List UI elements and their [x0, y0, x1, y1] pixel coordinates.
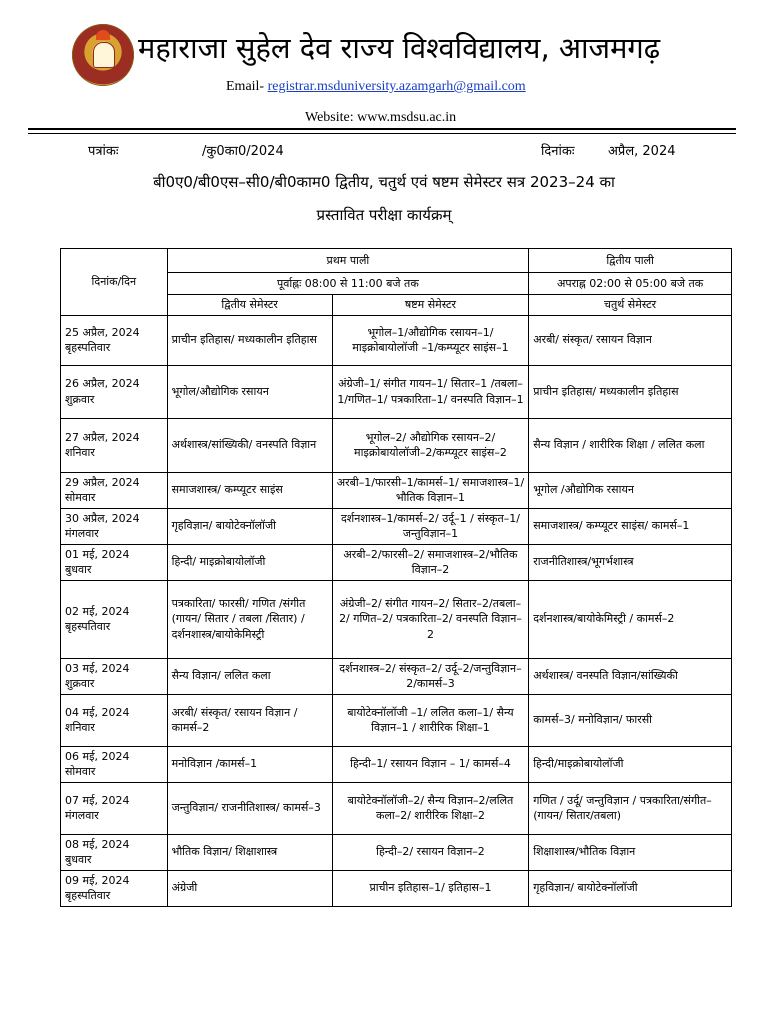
exam-day: मंगलवार: [65, 809, 99, 822]
sem2-subject-cell: जन्तुविज्ञान/ राजनीतिशास्त्र/ कामर्स–3: [167, 782, 332, 834]
table-row: [61, 834, 732, 870]
sem2-subject-cell: हिन्दी/ माइक्रोबायोलॉजी: [167, 544, 332, 580]
sem4-subject-cell: अरबी/ संस्कृत/ रसायन विज्ञान: [529, 315, 732, 365]
table-row: [61, 472, 732, 508]
header-date-day: दिनांक/दिन: [61, 249, 168, 316]
table-row: [61, 746, 732, 782]
exam-day: शुक्रवार: [65, 677, 95, 690]
sem2-subject-cell: अंग्रेजी: [167, 870, 332, 906]
sem6-subject-cell: दर्शनशास्त्र–2/ संस्कृत–2/ उर्दू–2/जन्तुविज्ञान–2/कामर्स–3: [332, 658, 528, 694]
university-name: महाराजा सुहेल देव राज्य विश्वविद्यालय, आजमगढ़: [138, 31, 661, 65]
exam-day: शुक्रवार: [65, 392, 95, 406]
exam-date: 26 अप्रैल, 2024: [65, 377, 140, 390]
table-row: [61, 580, 732, 658]
table-row: [61, 694, 732, 746]
date-day-cell: [61, 870, 168, 906]
header-second-shift-time: अपराह्न 02:00 से 05:00 बजे तक: [529, 273, 732, 295]
sem4-subject-cell: गृहविज्ञान/ बायोटेक्नॉलॉजी: [529, 870, 732, 906]
ref-number: /कु0का0/2024: [202, 144, 284, 159]
sem6-subject-cell: अरबी–2/फारसी–2/ समाजशास्त्र–2/भौतिक विज्ञान–2: [332, 544, 528, 580]
email-link[interactable]: registrar.msduniversity.azamgarh@gmail.com: [267, 79, 526, 94]
exam-day: शनिवार: [65, 721, 95, 734]
email-line: [226, 79, 526, 95]
sem4-subject-cell: गणित / उर्दू/ जन्तुविज्ञान / पत्रकारिता/संगीत– (गायन/ सितार/तबला): [529, 782, 732, 834]
sem6-subject-cell: अंग्रेजी–2/ संगीत गायन–2/ सितार–2/तबला–2/ गणित–2/ पत्रकारिता–2/ वनस्पति विज्ञान–2: [332, 580, 528, 658]
sem4-subject-cell: शिक्षाशास्त्र/भौतिक विज्ञान: [529, 834, 732, 870]
header-divider-thin: [28, 133, 736, 134]
table-row: [61, 870, 732, 906]
exam-date: 30 अप्रैल, 2024: [65, 511, 140, 525]
sem2-subject-cell: भौतिक विज्ञान/ शिक्षाशास्त्र: [167, 834, 332, 870]
document-title-line1: बी0ए0/बी0एस–सी0/बी0काम0 द्वितीय, चतुर्थ एवं षष्टम सेमेस्टर सत्र 2023–24 का: [153, 173, 615, 191]
exam-date: 08 मई, 2024: [65, 837, 130, 851]
exam-schedule-table: [60, 248, 732, 907]
sem6-subject-cell: भूगोल–1/औद्योगिक रसायन–1/ माइक्रोबायोलॉजी –1/कम्प्यूटर साइंस–1: [332, 315, 528, 365]
website-line: Website: www.msdsu.ac.in: [305, 110, 457, 125]
date-day-cell: [61, 418, 168, 472]
sem2-subject-cell: भूगोल/औद्योगिक रसायन: [167, 365, 332, 418]
exam-date: 09 मई, 2024: [65, 873, 130, 887]
exam-day: बुधवार: [65, 853, 92, 866]
sem2-subject-cell: समाजशास्त्र/ कम्प्यूटर साइंस: [167, 472, 332, 508]
sem2-subject-cell: प्राचीन इतिहास/ मध्यकालीन इतिहास: [167, 315, 332, 365]
exam-day: बृहस्पतिवार: [65, 620, 111, 633]
exam-date: 03 मई, 2024: [65, 661, 130, 675]
seal-book-emblem: [93, 42, 115, 68]
sem6-subject-cell: भूगोल–2/ औद्योगिक रसायन–2/ माइक्रोबायोलॉजी–2/कम्प्यूटर साइंस–2: [332, 418, 528, 472]
date-day-cell: [61, 746, 168, 782]
sem4-subject-cell: दर्शनशास्त्र/बायोकेमिस्ट्री / कामर्स–2: [529, 580, 732, 658]
sem2-subject-cell: पत्रकारिता/ फारसी/ गणित /संगीत (गायन/ सितार / तबला /सितार) / दर्शनशास्त्र/बायोकेमिस्ट्री: [167, 580, 332, 658]
exam-date: 01 मई, 2024: [65, 547, 130, 561]
sem6-subject-cell: अरबी–1/फारसी–1/कामर्स–1/ समाजशास्त्र–1/ भौतिक विज्ञान–1: [332, 472, 528, 508]
date-day-cell: [61, 315, 168, 365]
sem4-subject-cell: कामर्स–3/ मनोविज्ञान/ फारसी: [529, 694, 732, 746]
table-row: [61, 658, 732, 694]
sem6-subject-cell: दर्शनशास्त्र–1/कामर्स–2/ उर्दू–1 / संस्कृत–1/जन्तुविज्ञान–1: [332, 508, 528, 544]
date-day-cell: [61, 694, 168, 746]
exam-day: सोमवार: [65, 491, 96, 504]
table-row: [61, 782, 732, 834]
sem6-subject-cell: प्राचीन इतिहास–1/ इतिहास–1: [332, 870, 528, 906]
sem4-subject-cell: समाजशास्त्र/ कम्प्यूटर साइंस/ कामर्स–1: [529, 508, 732, 544]
exam-date: 27 अप्रैल, 2024: [65, 430, 140, 444]
email-label: Email-: [226, 79, 265, 94]
sem6-subject-cell: बायोटेक्नॉलॉजी–2/ सैन्य विज्ञान–2/ललित कला–2/ शारीरिक शिक्षा–2: [332, 782, 528, 834]
date-day-cell: [61, 472, 168, 508]
table-row: [61, 418, 732, 472]
date-day-cell: [61, 782, 168, 834]
schedule-body: [61, 315, 732, 906]
exam-date: 02 मई, 2024: [65, 604, 130, 618]
header-sem2: द्वितीय सेमेस्टर: [167, 295, 332, 316]
exam-date: 06 मई, 2024: [65, 749, 130, 763]
sem6-subject-cell: बायोटेक्नॉलॉजी –1/ ललित कला–1/ सैन्य विज्ञान–1 / शारीरिक शिक्षा–1: [332, 694, 528, 746]
exam-day: बुधवार: [65, 563, 92, 576]
sem4-subject-cell: भूगोल /औद्योगिक रसायन: [529, 472, 732, 508]
sem4-subject-cell: प्राचीन इतिहास/ मध्यकालीन इतिहास: [529, 365, 732, 418]
date-day-cell: [61, 544, 168, 580]
exam-date: 04 मई, 2024: [65, 705, 130, 719]
date-day-cell: [61, 834, 168, 870]
header-sem6: षष्टम सेमेस्टर: [332, 295, 528, 316]
ref-label: पत्रांकः: [88, 144, 119, 159]
sem2-subject-cell: मनोविज्ञान /कामर्स–1: [167, 746, 332, 782]
date-day-cell: [61, 508, 168, 544]
exam-date: 07 मई, 2024: [65, 793, 130, 807]
header-sem4: चतुर्थ सेमेस्टर: [529, 295, 732, 316]
exam-date: 29 अप्रैल, 2024: [65, 475, 140, 489]
exam-day: बृहस्पतिवार: [65, 889, 111, 902]
header-divider: [28, 128, 736, 130]
date-day-cell: [61, 365, 168, 418]
sem2-subject-cell: अरबी/ संस्कृत/ रसायन विज्ञान / कामर्स–2: [167, 694, 332, 746]
seal-sun-emblem: [96, 30, 110, 40]
exam-day: शनिवार: [65, 446, 95, 459]
table-row: [61, 365, 732, 418]
sem2-subject-cell: अर्थशास्त्र/सांख्यिकी/ वनस्पति विज्ञान: [167, 418, 332, 472]
sem6-subject-cell: हिन्दी–2/ रसायन विज्ञान–2: [332, 834, 528, 870]
university-seal-logo: [72, 24, 134, 86]
table-row: [61, 508, 732, 544]
sem4-subject-cell: अर्थशास्त्र/ वनस्पति विज्ञान/सांख्यिकी: [529, 658, 732, 694]
sem4-subject-cell: राजनीतिशास्त्र/भूगर्भशास्त्र: [529, 544, 732, 580]
sem6-subject-cell: हिन्दी–1/ रसायन विज्ञान – 1/ कामर्स–4: [332, 746, 528, 782]
sem2-subject-cell: गृहविज्ञान/ बायोटेक्नॉलॉजी: [167, 508, 332, 544]
date-day-cell: [61, 658, 168, 694]
header-first-shift-time: पूर्वाह्नः 08:00 से 11:00 बजे तक: [167, 273, 529, 295]
exam-date: 25 अप्रैल, 2024: [65, 325, 140, 339]
sem2-subject-cell: सैन्य विज्ञान/ ललित कला: [167, 658, 332, 694]
date-label: दिनांकः: [541, 144, 575, 159]
exam-day: मंगलवार: [65, 527, 99, 540]
header-second-shift: द्वितीय पाली: [529, 249, 732, 273]
date-value: अप्रैल, 2024: [608, 144, 676, 159]
sem4-subject-cell: हिन्दी/माइक्रोबायोलॉजी: [529, 746, 732, 782]
table-row: [61, 544, 732, 580]
document-title-line2: प्रस्तावित परीक्षा कार्यक्रम्: [316, 206, 452, 224]
date-day-cell: [61, 580, 168, 658]
sem4-subject-cell: सैन्य विज्ञान / शारीरिक शिक्षा / ललित कला: [529, 418, 732, 472]
table-row: [61, 315, 732, 365]
sem6-subject-cell: अंग्रेजी–1/ संगीत गायन–1/ सितार–1 /तबला–1/गणित–1/ पत्रकारिता–1/ वनस्पति विज्ञान–1: [332, 365, 528, 418]
exam-day: सोमवार: [65, 765, 96, 778]
exam-day: बृहस्पतिवार: [65, 341, 111, 354]
header-first-shift: प्रथम पाली: [167, 249, 529, 273]
